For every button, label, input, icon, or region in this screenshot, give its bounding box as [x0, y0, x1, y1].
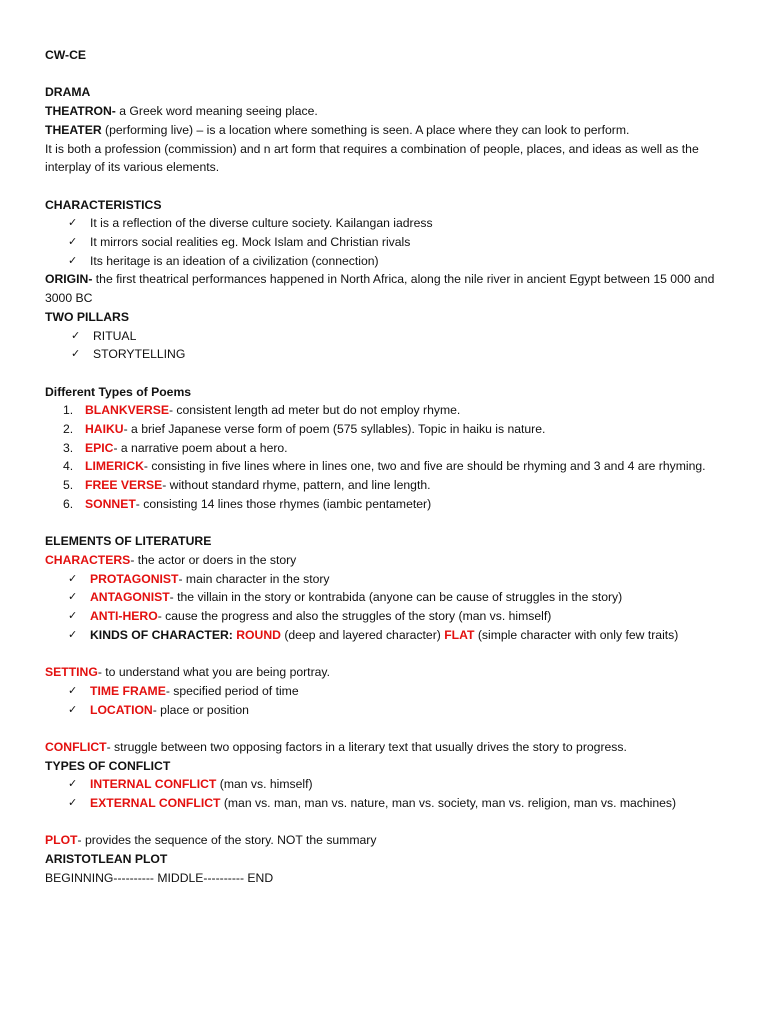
poem-term: LIMERICK: [85, 459, 144, 474]
setting-item-term: TIME FRAME: [90, 683, 166, 698]
checkmark-icon: ✓: [68, 627, 78, 641]
character-definition: - main character in the story: [178, 571, 330, 586]
characters-line: [45, 551, 735, 570]
origin-line: [45, 270, 735, 307]
poem-item: [45, 401, 735, 420]
spacer: [45, 364, 735, 383]
flat-term: FLAT: [444, 627, 475, 642]
round-term: ROUND: [236, 627, 281, 642]
two-pillars-heading: TWO PILLARS: [45, 309, 129, 324]
poem-term: EPIC: [85, 440, 114, 455]
poem-term: HAIKU: [85, 422, 124, 437]
theater-line: [45, 121, 735, 140]
conflict-item-term: INTERNAL CONFLICT: [90, 777, 217, 792]
poem-definition: - consisting in five lines where in lines one, two and five are should be rhyming and 3 and 4 are rhyming.: [143, 459, 706, 474]
conflict-definition: - struggle between two opposing factors in a literary text that usually drives the story to progress.: [106, 739, 627, 754]
poem-number: 3.: [63, 440, 74, 455]
plot-definition: - provides the sequence of the story. NOT the summary: [77, 833, 377, 848]
poem-item: [45, 476, 735, 495]
conflict-item: [45, 775, 735, 794]
setting-item: [45, 701, 735, 720]
poem-number: 2.: [63, 422, 74, 437]
poem-definition: - consistent length ad meter but do not employ rhyme.: [168, 403, 461, 418]
poem-item: [45, 439, 735, 458]
checkmark-icon: ✓: [71, 328, 81, 342]
spacer: [45, 514, 735, 533]
characteristics-heading: CHARACTERISTICS: [45, 197, 162, 212]
characteristic-text: Its heritage is an ideation of a civilization (connection): [90, 253, 379, 268]
character-definition: - cause the progress and also the struggles of the story (man vs. himself): [157, 609, 552, 624]
spacer: [45, 644, 735, 663]
checkmark-icon: ✓: [68, 777, 78, 791]
spacer: [45, 177, 735, 196]
round-definition: (deep and layered character): [280, 627, 445, 642]
setting-line: [45, 663, 735, 682]
spacer: [45, 65, 735, 84]
poem-number: 6.: [63, 496, 74, 511]
plot-line: [45, 831, 735, 850]
poem-definition: - a narrative poem about a hero.: [113, 440, 288, 455]
characteristic-item: [45, 233, 735, 252]
poem-item: [45, 420, 735, 439]
drama-heading: DRAMA: [45, 85, 91, 100]
pillar-item: [45, 345, 735, 364]
setting-item-definition: - specified period of time: [165, 683, 299, 698]
poem-number: 5.: [63, 478, 74, 493]
elements-heading: ELEMENTS OF LITERATURE: [45, 534, 212, 549]
poem-definition: - a brief Japanese verse form of poem (575 syllables). Topic in haiku is nature.: [123, 422, 546, 437]
characters-term: CHARACTERS: [45, 552, 131, 567]
aristotlean-plot-heading: ARISTOTLEAN PLOT: [45, 852, 168, 867]
checkmark-icon: ✓: [68, 590, 78, 604]
conflict-item-definition: (man vs. himself): [216, 777, 313, 792]
plot-sequence: BEGINNING---------- MIDDLE---------- END: [45, 870, 274, 885]
conflict-item-term: EXTERNAL CONFLICT: [90, 796, 221, 811]
checkmark-icon: ✓: [68, 235, 78, 248]
theater-term: THEATER: [45, 122, 102, 137]
characters-definition: - the actor or doers in the story: [130, 552, 297, 567]
poem-term: FREE VERSE: [85, 478, 163, 493]
character-item: [45, 588, 735, 607]
character-term: ANTAGONIST: [90, 590, 170, 605]
characteristic-item: [45, 214, 735, 233]
checkmark-icon: ✓: [68, 253, 78, 267]
theatron-line: [45, 102, 735, 121]
poem-term: BLANKVERSE: [85, 403, 169, 418]
setting-item: [45, 682, 735, 701]
drama-paragraph: It is both a profession (commission) and n art form that requires a combination of people, places, and ideas as well as the interplay of its various elements.: [45, 141, 699, 175]
doc-header: CW-CE: [45, 48, 87, 62]
poems-heading: Different Types of Poems: [45, 384, 192, 399]
setting-item-term: LOCATION: [90, 702, 153, 717]
poem-number: 1.: [63, 403, 74, 418]
poem-definition: - without standard rhyme, pattern, and line length.: [162, 478, 431, 493]
conflict-line: [45, 738, 735, 757]
poem-item: [45, 457, 735, 476]
kinds-label: KINDS OF CHARACTER:: [90, 627, 237, 642]
poem-item: [45, 495, 735, 514]
setting-definition: - to understand what you are being portray.: [97, 665, 330, 680]
poem-definition: - consisting 14 lines those rhymes (iambic pentameter): [135, 496, 432, 511]
kinds-of-character-item: [45, 626, 735, 645]
theater-definition: (performing live) – is a location where something is seen. A place where they can look to perform.: [101, 122, 630, 137]
checkmark-icon: ✓: [68, 683, 78, 697]
poem-term: SONNET: [85, 496, 136, 511]
theatron-term: THEATRON-: [45, 104, 116, 119]
setting-term: SETTING: [45, 665, 98, 680]
checkmark-icon: ✓: [68, 609, 78, 623]
conflict-term: CONFLICT: [45, 739, 107, 754]
checkmark-icon: ✓: [68, 571, 78, 585]
spacer: [45, 813, 735, 832]
conflict-item: [45, 794, 735, 813]
setting-item-definition: - place or position: [152, 702, 249, 717]
origin-definition: the first theatrical performances happened in North Africa, along the nile river in ancient Egypt between 15 000 and 3000 BC: [45, 272, 715, 306]
types-of-conflict-heading: TYPES OF CONFLICT: [45, 758, 171, 773]
character-term: PROTAGONIST: [90, 571, 179, 586]
characteristic-item: [45, 252, 735, 271]
character-definition: - the villain in the story or kontrabida (anyone can be cause of struggles in the story): [169, 590, 623, 605]
pillar-text: RITUAL: [93, 328, 137, 343]
plot-term: PLOT: [45, 833, 78, 848]
pillar-text: STORYTELLING: [93, 347, 186, 362]
checkmark-icon: ✓: [68, 216, 78, 230]
poem-number: 4.: [63, 459, 74, 474]
character-item: [45, 570, 735, 589]
origin-term: ORIGIN-: [45, 272, 93, 287]
checkmark-icon: ✓: [68, 702, 78, 716]
checkmark-icon: ✓: [68, 796, 78, 810]
conflict-item-definition: (man vs. man, man vs. nature, man vs. society, man vs. religion, man vs. machines): [220, 796, 677, 811]
characteristic-text: It mirrors social realities eg. Mock Islam and Christian rivals: [90, 235, 411, 249]
flat-definition: (simple character with only few traits): [474, 627, 679, 642]
characteristic-text: It is a reflection of the diverse culture society. Kailangan iadress: [90, 216, 433, 231]
checkmark-icon: ✓: [71, 347, 81, 361]
document-page: [45, 46, 735, 888]
character-term: ANTI-HERO: [90, 609, 158, 624]
spacer: [45, 719, 735, 738]
pillar-item: [45, 327, 735, 346]
character-item: [45, 607, 735, 626]
theatron-definition: a Greek word meaning seeing place.: [115, 104, 318, 119]
